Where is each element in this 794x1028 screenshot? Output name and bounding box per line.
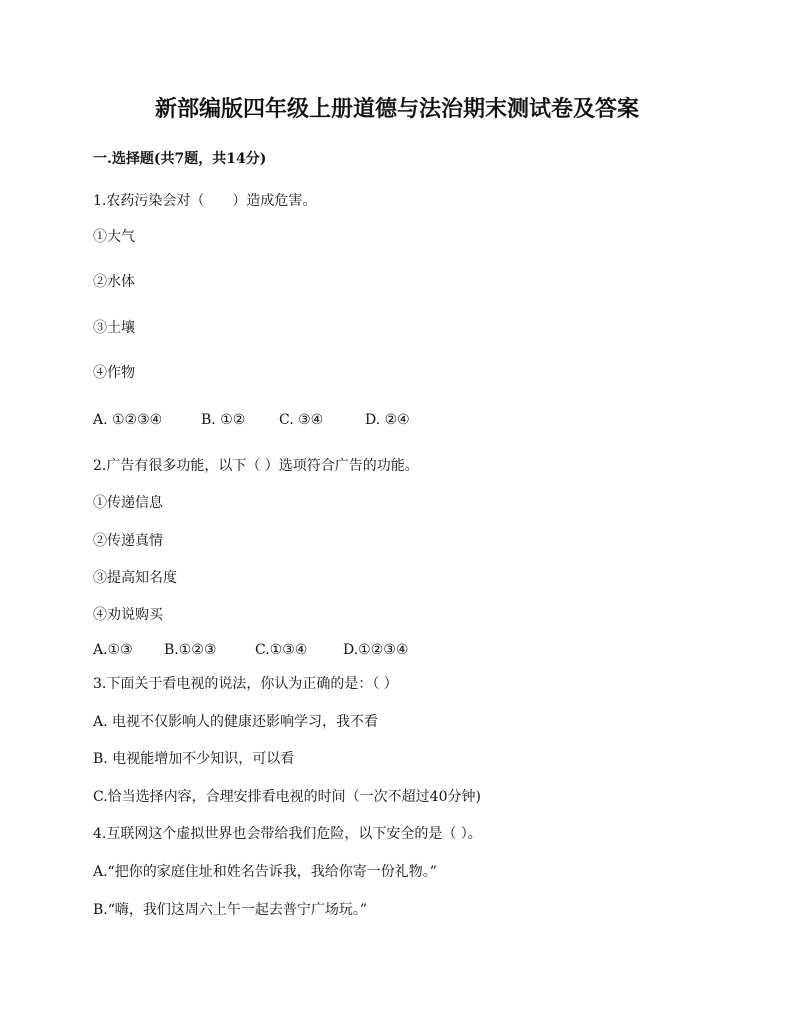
question-4-option-a: A.“把你的家庭住址和姓名告诉我，我给你寄一份礼物。” [93,864,437,880]
question-1-item: ①大气 [93,229,135,245]
question-2-item: ④劝说购买 [93,607,163,623]
question-2-options [93,641,408,659]
question-2-option-a: A.①③ [93,642,133,658]
question-3-stem: 3.下面关于看电视的说法，你认为正确的是：（ ） [93,676,398,692]
question-2-option-b: B.①②③ [164,642,217,658]
question-1-options [93,411,410,429]
question-2-item: ①传递信息 [93,495,163,511]
section-heading: 一.选择题(共7题，共14分) [93,151,267,167]
page-title: 新部编版四年级上册道德与法治期末测试卷及答案 [154,96,639,122]
question-1-stem: 1.农药污染会对（ ）造成危害。 [93,193,317,209]
question-2-option-c: C.①③④ [255,642,308,658]
question-3-option-b: B. 电视能增加不少知识，可以看 [93,751,295,767]
question-1-option-b: B. ①② [201,412,246,428]
question-2-option-d: D.①②③④ [343,642,409,658]
question-1-option-a: A. ①②③④ [93,412,163,428]
question-1-item: ④作物 [93,365,135,381]
question-3-option-c: C.恰当选择内容，合理安排看电视的时间（一次不超过40分钟) [93,789,481,805]
question-4-option-b: B.“嗨，我们这周六上午一起去普宁广场玩。” [93,902,368,918]
question-1-option-c: C. ③④ [279,412,324,428]
question-1-item: ②水体 [93,274,135,290]
question-2-item: ③提高知名度 [93,570,177,586]
question-1-item: ③土壤 [93,320,135,336]
question-2-stem: 2.广告有很多功能，以下（ ）选项符合广告的功能。 [93,458,419,474]
question-3-option-a: A. 电视不仅影响人的健康还影响学习，我不看 [93,714,379,730]
question-4-stem: 4.互联网这个虚拟世界也会带给我们危险，以下安全的是（ ）。 [93,826,482,842]
question-1-option-d: D. ②④ [365,412,410,428]
question-2-item: ②传递真情 [93,533,163,549]
